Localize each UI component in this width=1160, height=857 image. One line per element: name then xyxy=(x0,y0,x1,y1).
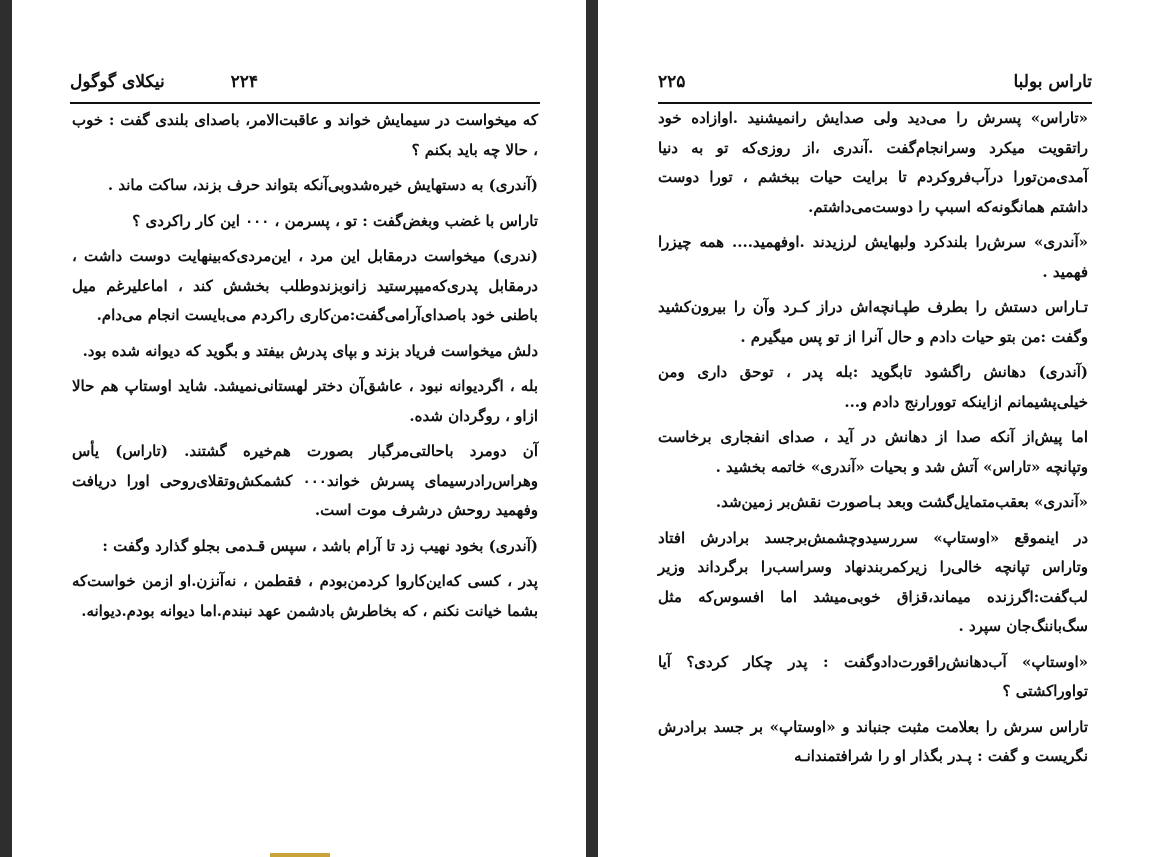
page-bottom-marker xyxy=(270,853,330,857)
paragraph: تـاراس دستش را بطرف طپـانچه‌اش دراز کـرد وآن را بیرون‌کشید وگفت :من بتو حیات دادم و حال آنرا از تو پس میگیرم . xyxy=(658,298,1088,346)
left-header-rule xyxy=(70,102,540,104)
paragraph: در اینموقع «اوستاپ» سررسیدوچشمش‌برجسد برادرش افتاد وتاراس تپانچه خالی‌را زیرکمربندنهاد وسراسب‌را برگرداند وزیر لب‌گفت:اگرزنده میماند،قزاق خوبی‌میشد اما افسوس‌که مثل سگ‌باننگ‌جان سپرد . xyxy=(658,528,1088,635)
left-page-header xyxy=(70,68,540,98)
paragraph: دلش میخواست فریاد بزند و بپای پدرش بیفتد و بگوید که دیوانه شده بود. xyxy=(82,341,538,360)
right-page xyxy=(598,0,1160,857)
paragraph: (آندری) دهانش راگشود تابگوید :بله پدر ، توحق داری ومن خیلی‌پشیمانم ازاینکه توورا‌رنج دادم و... xyxy=(658,363,1088,411)
left-page-body xyxy=(72,106,538,632)
right-page-number: ۲۲۵ xyxy=(658,72,686,92)
paragraph: «تاراس» پسرش را می‌دید ولی صدایش رانمیشنید .اوازاده خود راتقویت میکرد وسرانجام‌گفت .آندری ،از روزی‌که تو به دنیا آمدی‌من‌تورا درآب‌فروکردم تا برایت حیات ببخشم ، تورا دوست داشتم همانگونه‌که اسبپ را دوست‌می‌داشتم. xyxy=(658,109,1088,216)
paragraph: بله ، اگردیوانه نبود ، عاشق‌آن دختر لهستانی‌نمیشد. شاید اوستاپ هم حالا ازاو ، روگردان شده. xyxy=(72,377,538,425)
paragraph: «آندری» سرش‌را بلندکرد ولبهایش لرزیدند .اوفهمید.... همه چیزرا فهمید . xyxy=(658,233,1088,281)
right-page-body xyxy=(658,104,1088,778)
paragraph: که میخواست در سیمایش خواند و عاقبت‌الامر، باصدای بلندی گفت : خوب ، حالا چه باید بکنم ؟ xyxy=(72,111,538,159)
paragraph: (آندری) به دستهایش خیره‌شدوبی‌آنکه بتواند حرف بزند، ساکت ماند . xyxy=(107,176,538,194)
left-running-title: نیکلای گوگول xyxy=(70,72,165,92)
paragraph: (آندری) بخود نهیب زد تا آرام باشد ، سپس قـدمی بجلو گذارد وگفت : xyxy=(102,536,538,555)
paragraph: پدر ، کسی که‌این‌کاروا کردمن‌بودم ، فقطمن ، نه‌آنزن.او ازمن خواست‌که بشما خیانت نکنم ، که بخاطرش بادشمن عهد نبندم.اما دیوانه بودم.دیوانه. xyxy=(72,572,538,620)
paragraph: (ندری) میخواست درمقابل این مرد ، این‌مردی‌که‌بینهایت دوست داشت ، درمقابل پدری‌که‌میپرستید زانوبزندوطلب بخشش کند ، اماعلیرغم میل باطنی خود باصدای‌آرامی‌گفت:من‌کاری راکردم می‌بایست انجام می‌دام. xyxy=(72,247,538,324)
right-page-header xyxy=(658,68,1092,98)
paragraph: تاراس سرش را بعلامت مثبت جنباند و «اوستاپ» بر جسد برادرش نگریست و گفت : پـدر بگذار او را شرافتمندانـه xyxy=(658,717,1088,765)
right-running-title: تاراس بولبا xyxy=(1013,72,1092,92)
paragraph: اما پیش‌از آنکه صدا از دهانش در آید ، صدای انفجاری برخاست وتپانچه «تاراس» آتش شد و بحیات «آندری» خاتمه بخشید . xyxy=(658,428,1088,476)
left-page-number: ۲۲۴ xyxy=(230,72,258,92)
paragraph: تاراس با غضب وبغض‌گفت : تو ، پسرمن ، ۰۰۰ این کار راکردی ؟ xyxy=(132,211,538,230)
paragraph: «اوستاپ» آب‌دهانش‌راقورت‌دادوگفت : پدر چکار کردی؟ آیا تواوراکشتی ؟ xyxy=(658,652,1088,700)
paragraph: آن دومرد باحالتی‌مرگبار بصورت هم‌خیره گشتند. (تاراس) یأس وهراس‌رادرسیمای پسرش خواند۰۰۰ کشمکش‌وتقلای‌روحی اورا دریافت وفهمید روحش درشرف موت است. xyxy=(72,442,538,519)
paragraph: «آندری» بعقب‌متمایل‌گشت وبعد بـاصورت نقش‌بر زمین‌شد. xyxy=(715,493,1088,511)
left-page xyxy=(12,0,586,857)
